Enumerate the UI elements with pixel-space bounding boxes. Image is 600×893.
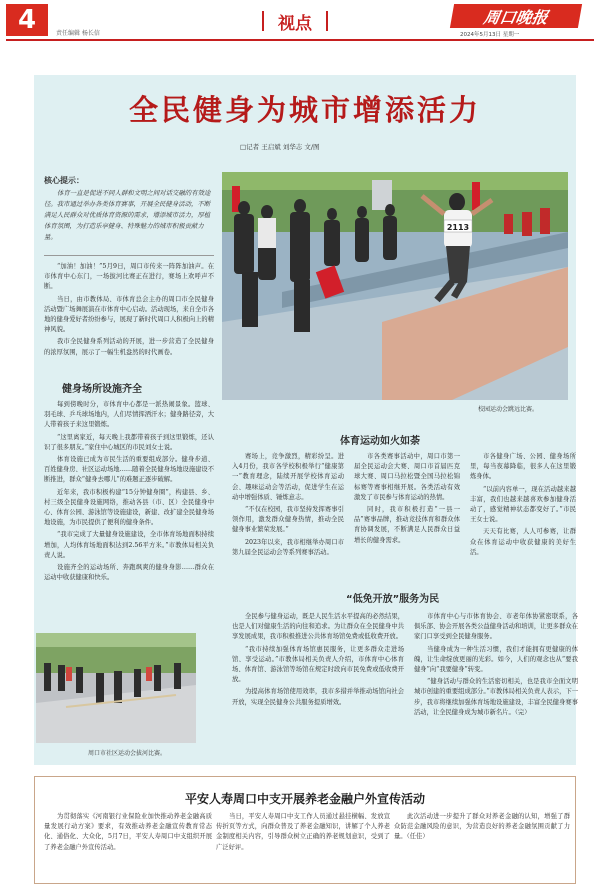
paragraph: “我市持续加强体育场馆惠民服务，让更多群众走进场馆、享受运动。”市教体局相关负责人介绍，市体育中心体育场、体育馆、游泳馆等场馆在规定时段向市民免费或低收费开放。 [232, 645, 404, 684]
paragraph: 为贯彻落实《河南银行业保险业加快推动养老金融高质量发展行动方案》要求，有效推动养老金融宣传教育常态化、通俗化、大众化，5月7日，平安人寿周口中支组织开展了养老金融户外宣传活动。 [44, 813, 212, 851]
article-column-1a [44, 262, 214, 360]
paragraph: 市体育中心与市体育协会、市老年体协紧密联系，各俱乐部、协会开展各类公益健身活动和培训，让更多群众在家门口享受到全民健身服务。 [414, 613, 578, 641]
runner-bib-number: 2113 [446, 223, 470, 232]
paragraph: 同时，我市积极打造“一县一品”赛事品牌，推动竞技体育和群众体育协调发展，不断满足人民群众日益增长的健身需求。 [354, 506, 460, 544]
headline: 全民健身为城市增添活力 [128, 93, 481, 127]
paragraph: 体育设施已成为市民生活的重要组成部分。健身步道、百姓健身房、社区运动场地……随着全民健身场地设施建设不断推进，群众“健身去哪儿”的难题正逐步破解。 [44, 456, 215, 484]
advertorial-column-3 [394, 812, 570, 845]
publication-date: 2024年5月13日 星期一 [460, 32, 520, 38]
paragraph: 2023年以来，我市相继举办周口市第九届全民运动会等系列赛事活动。 [232, 538, 344, 556]
article-column-4 [470, 452, 576, 560]
bottom-photo-caption: 周口市社区运动会拔河比赛。 [88, 750, 167, 757]
page-number: 4 [6, 4, 48, 36]
paragraph: 市各类赛事活动中，周口市第一届全民运动会大赛、周口市首届匹克球大赛、周口马拉松暨全国马拉松锦标赛等赛事相继开展。各类活动有效激发了市民参与体育运动的热情。 [354, 453, 460, 501]
paragraph: 为提高体育场馆使用效率，我市多措并举推动场馆向社会开放，实现全民健身公共服务提质增效。 [232, 688, 404, 706]
paragraph: 市各健身广场、公园、健身场所里，每当夜幕降临，很多人在这里锻炼身体。 [470, 453, 576, 481]
paragraph: 近年来，我市积极构建“15分钟健身圈”，构建县、乡、村三级全民健身设施网络，推动各县（市、区）全民健身中心、体育公园、游泳馆等设施建设，新建、改扩建全民健身场地设施，为市民提供了便利的健身条件。 [44, 488, 215, 527]
article-column-2 [232, 452, 344, 560]
section-name: 视点 [278, 13, 312, 34]
paragraph: 赛场上，竞争激烈，精彩纷呈。进入4月份，我市各学校积极举行“健康第一”教育理念，陆续开展学校体育运动会、趣味运动会等活动，促进学生在运动中增强体质、锤炼意志。 [232, 453, 344, 501]
paragraph: “我市完成了大量健身设施建设，全市体育场地面积持续增加，人均体育场地面积达到2.56平方米。”市教体局相关负责人说。 [44, 531, 214, 559]
paragraph: 设施齐全的运动场所、奔跑飒爽的健身身影……群众在运动中收获健康和快乐。 [44, 564, 214, 582]
byline: □记者 王启斌 刘华志 文/图 [240, 143, 320, 151]
divider [326, 11, 328, 31]
advertorial-column-1 [44, 812, 212, 855]
paragraph: 天天有比赛，人人可参赛，让群众在体育运动中收获健康的美好生活。 [470, 528, 576, 556]
paragraph: 此次活动进一步提升了群众对养老金融的认知，增强了群众防范金融风险的意识，为营造良好的养老金融氛围贡献了力量。（任佳） [394, 813, 570, 841]
intro-divider [44, 255, 214, 256]
subheading-sports: 体育运动如火如荼 [340, 436, 420, 447]
editor-line: 责任编辑 杨长信 [56, 30, 100, 37]
intro-heading: 核心提示： [44, 176, 84, 185]
top-photo-caption: 校园运动会跳远比赛。 [478, 406, 539, 413]
article-column-6 [414, 612, 578, 720]
article-column-1b [44, 400, 214, 585]
article-column-5 [232, 612, 404, 710]
long-jump-image [222, 172, 568, 400]
advertorial-title: 平安人寿周口中支开展养老金融户外宣传活动 [184, 792, 425, 806]
tug-of-war-photo [36, 633, 196, 743]
long-jump-photo [222, 172, 568, 400]
paragraph: 全民参与健身运动，既是人民生活水平提高的必然结果，也是人们对健康生活的向往和追求。为让群众在全民健身中共享发展成果，我市积极推进公共体育场馆免费或低收费开放。 [232, 613, 404, 641]
paragraph: 当健身成为一种生活习惯，我们才能拥有更健康的体魄，让生命绽放更丽的光彩。如今，人们的观念也从“要我健身”向“我要健身”转变。 [414, 645, 578, 674]
subheading-service: “低免开放”服务为民 [346, 594, 440, 605]
newspaper-logo: 周口晚报 [450, 4, 582, 28]
intro-text: 体育一直是促进不同人群和文明之间对话交融的有效途径。我市通过举办各类体育赛事，开展全民健身活动，不断满足人民群众对优质体育资源的需求，增添城市活力，厚植体育氛围，为打造乐享健身、特殊魅力的城市积极贡献力量。 [44, 189, 211, 241]
paragraph: “这里离家近，每天晚上我都带着孩子到这里锻炼，还认识了很多朋友。”家住中心城区的市民刘女士说。 [44, 433, 214, 451]
advertorial-column-2 [216, 812, 390, 855]
paragraph: “以前内容单一，现在活动越来越丰富，我们也越来越喜欢参加健身活动了，感觉精神状态都变好了。”市民王女士说。 [470, 485, 576, 524]
paragraph: 当日，由市教体局、市体育总会主办的周口市全民健身活动暨广场舞展演在市体育中心启动。活动现场，来自全市各地的健身爱好者纷纷参与，展现了新时代周口人积极向上的精神风貌。 [44, 295, 215, 334]
masthead-rule [6, 39, 594, 41]
paragraph: 我市全民健身系列活动的开展，进一步营造了全民健身的浓厚氛围，展示了一幅生机盎然的时代画卷。 [44, 338, 214, 356]
paragraph: “加油！加油！”5月9日，周口市传来一阵阵加油声。在市体育中心东门，一场拔河比赛正在进行，赛场上欢呼声不断。 [44, 263, 214, 291]
subheading-venues: 健身场所设施齐全 [62, 384, 142, 395]
article-column-3 [354, 452, 460, 548]
paragraph: “不仅在校园，我市坚持发挥赛事引领作用，激发群众健身热情，推动全民健身事业繁荣发展。” [232, 506, 344, 534]
paragraph: “健身活动与群众的生活密切相关，也是我市全面文明城市创建的重要组成部分。”市教体局相关负责人表示，下一步，我市将继续加强体育场地设施建设，丰富全民健身赛事活动，让全民健身成为城市新名片。（完） [414, 678, 578, 716]
divider [262, 11, 264, 31]
paragraph: 每到傍晚时分，市体育中心都是一派热闹景象。篮球、羽毛球、乒乓球场地内，人们尽情挥洒汗水；健身路径旁，大人带着孩子来这里锻炼。 [44, 401, 215, 429]
paragraph: 当日，平安人寿周口中支工作人员通过悬挂横幅、发放宣传折页等方式，向群众普及了养老金融知识，讲解了个人养老金制度相关内容，引导群众树立正确的养老规划意识，受到了广泛好评。 [216, 813, 390, 851]
tug-of-war-image [36, 633, 196, 743]
section-label [236, 6, 354, 36]
